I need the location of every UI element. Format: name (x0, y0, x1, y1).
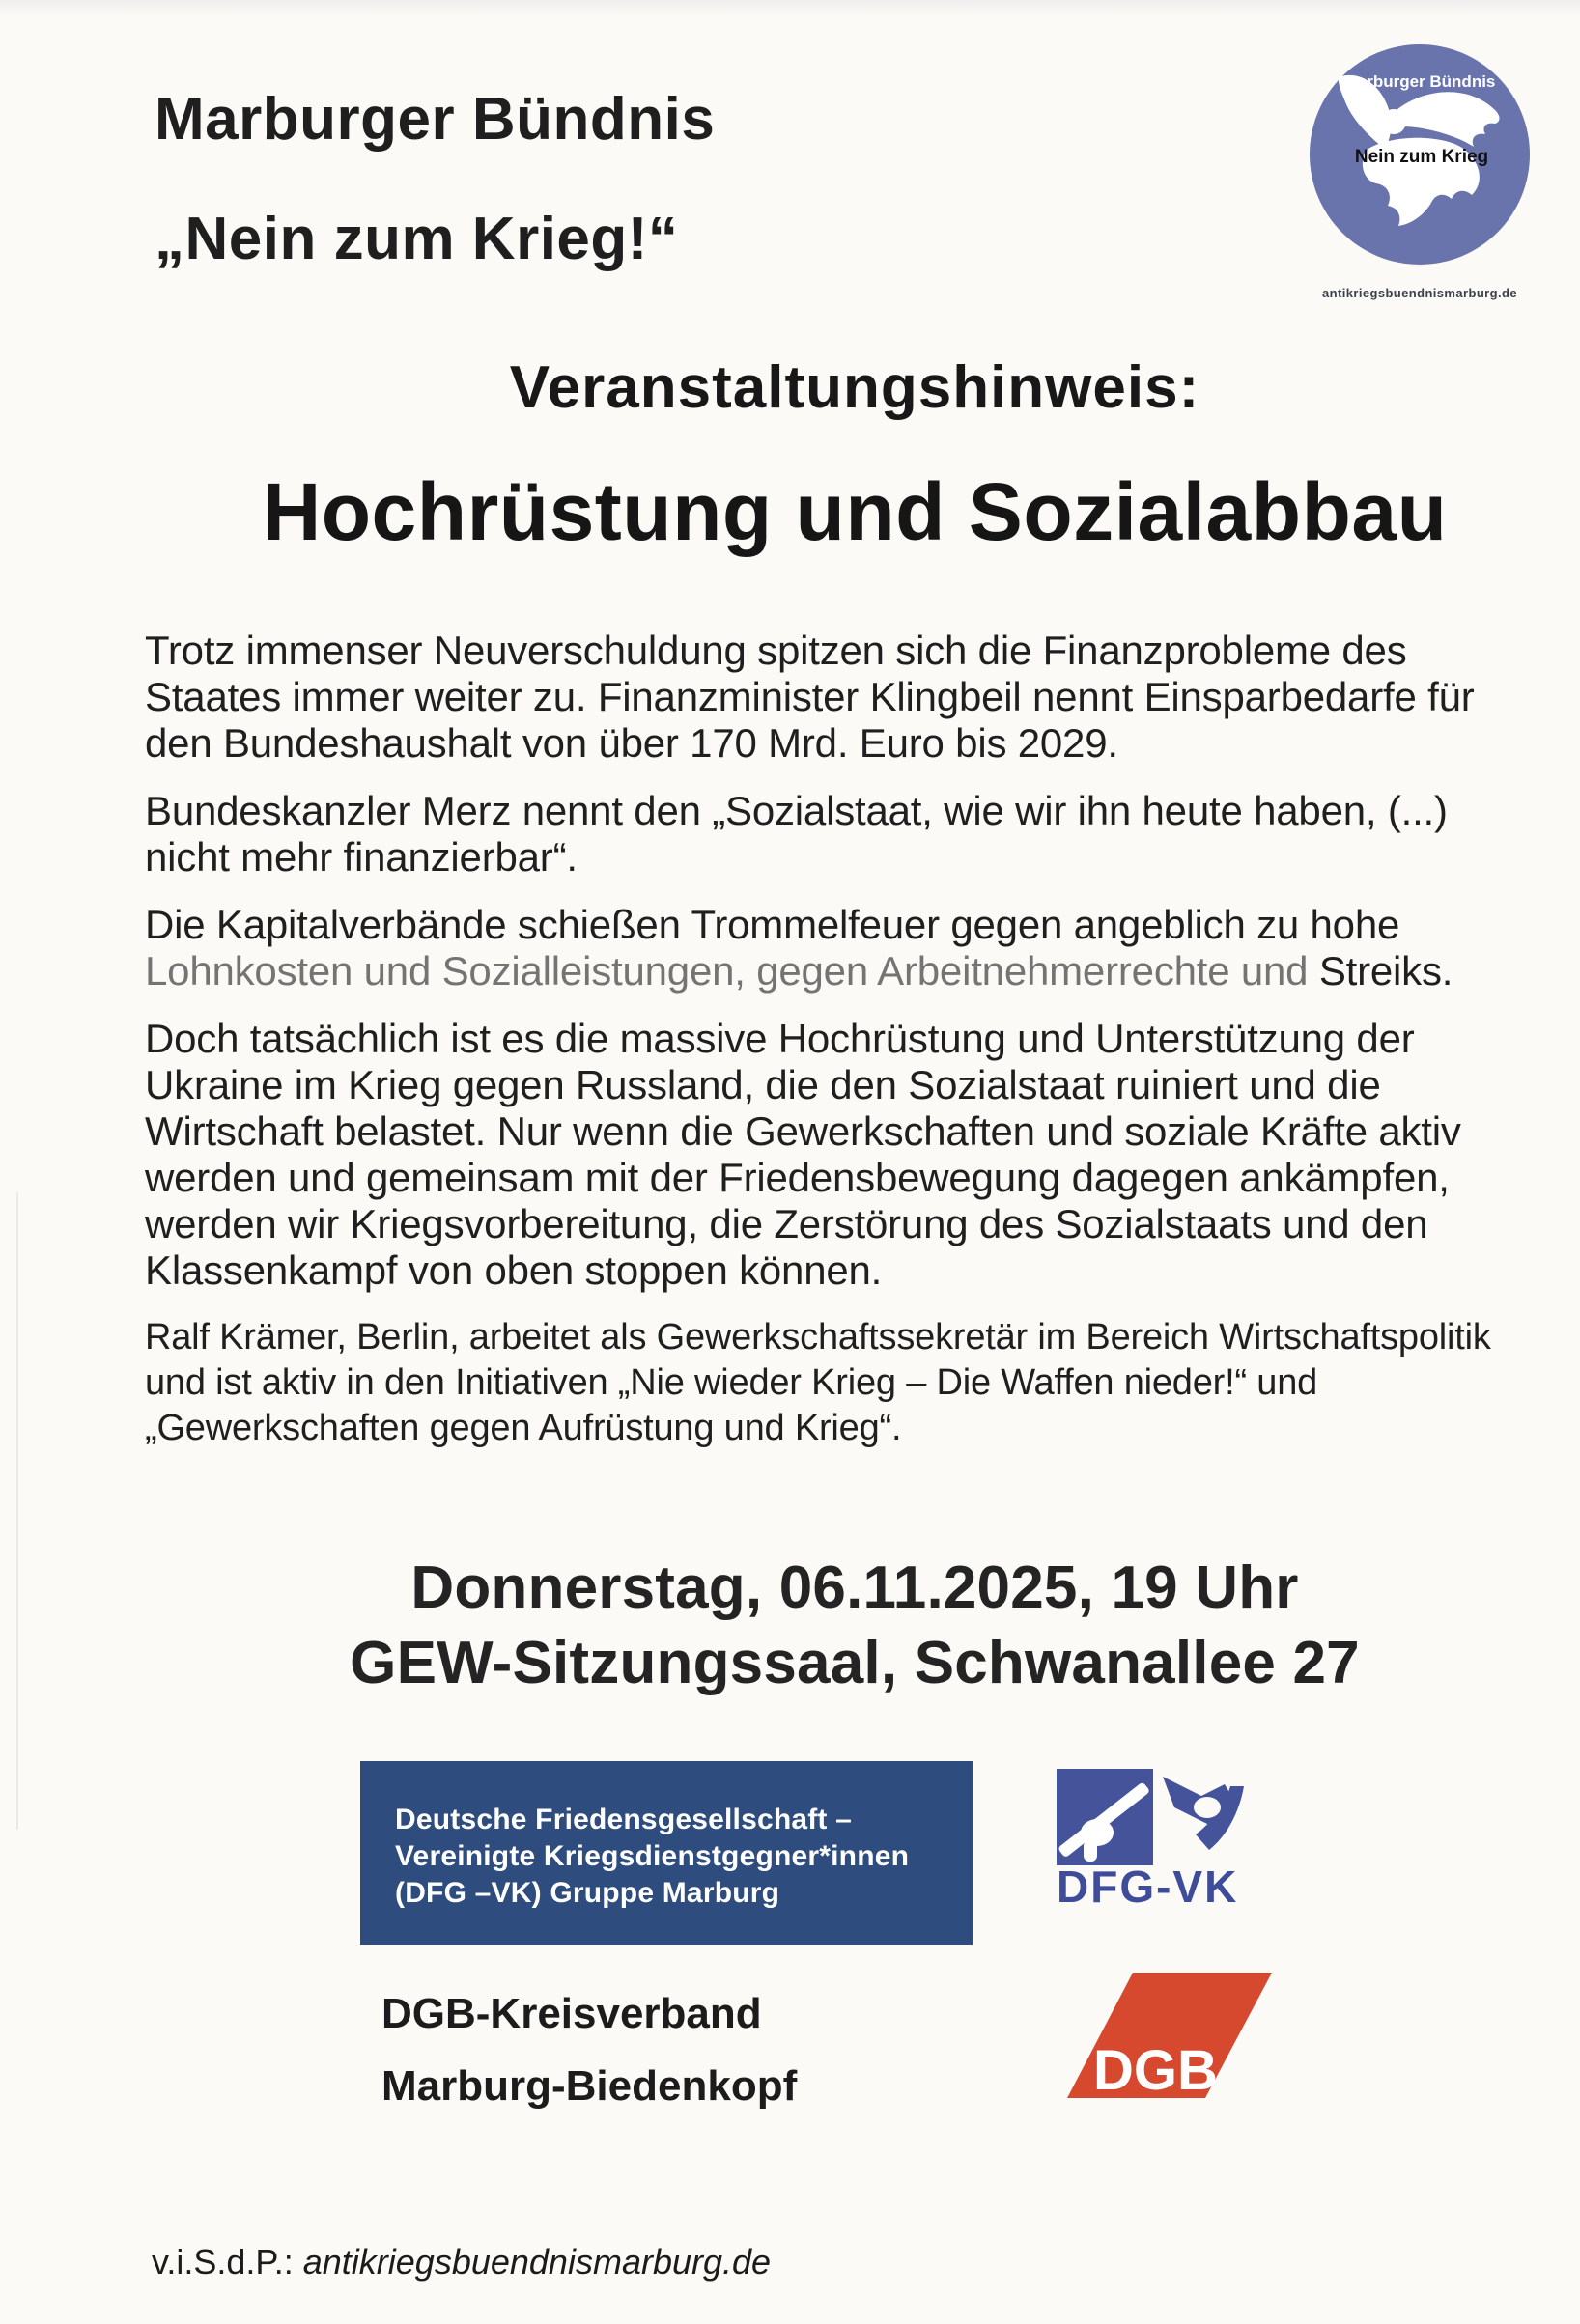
dfgvk-logo-graphic (1055, 1763, 1262, 1910)
dfgvk-box-line3: (DFG –VK) Gruppe Marburg (395, 1877, 780, 1909)
dgb-logo-label: DGB (1093, 2039, 1218, 2099)
dfgvk-logo (1055, 1763, 1262, 1915)
dgb-text-line2: Marburg-Biedenkopf (381, 2062, 798, 2110)
logo-top-text: Marburger Bündnis (1343, 72, 1496, 91)
event-details (155, 1551, 1555, 1701)
paragraph-1: Trotz immenser Neuverschuldung spitzen sich die Finanzprobleme des Staates immer weiter zu. Finanzminister Klingbeil nennt Einsparbedarfe für den Bundeshaushalt von über 170 Mrd. Euro bis 2029. (145, 628, 1475, 766)
event-datetime: Donnerstag, 06.11.2025, 19 Uhr (410, 1554, 1299, 1621)
dgb-logo (1066, 1972, 1273, 2104)
dgb-text-line1: DGB-Kreisverband (381, 1990, 762, 2037)
paragraph-3-end: Streiks. (1318, 948, 1453, 994)
paragraph-4: Doch tatsächlich ist es die massive Hochrüstung und Unterstützung der Ukraine im Krieg gegen Russland, die den Sozialstaat ruiniert und die Wirtschaft belastet. Nur wenn die Gewerkschaften und soziale Kräfte aktiv werden und gemeinsam mit der Friedensbewegung dagegen ankämpfen, werden wir Kriegsvorbereitung, die Zerstörung des Sozialstaats und den Klassenkampf von oben stoppen können. (145, 1016, 1461, 1293)
paragraph-2: Bundeskanzler Merz nennt den „Sozialstaat, wie wir ihn heute haben, (...) nicht mehr finanzierbar“. (145, 788, 1448, 880)
dgb-sponsor-text (381, 1977, 797, 2122)
scan-shade-artifact (0, 0, 1580, 15)
body-text (145, 628, 1534, 1472)
dgb-logo-graphic (1066, 1972, 1273, 2099)
paragraph-speaker-bio: Ralf Krämer, Berlin, arbeitet als Gewerkschaftssekretär im Bereich Wirtschaftspolitik und ist aktiv in den Initiativen „Nie wieder Krieg – Die Waffen nieder!“ und „Gewerkschaften gegen Aufrüstung und Krieg“. (145, 1317, 1491, 1448)
peace-dove-logo (1300, 37, 1539, 300)
org-name-line2: „Nein zum Krieg!“ (155, 206, 679, 272)
dfgvk-logo-label: DFG-VK (1057, 1862, 1239, 1910)
org-name-line1: Marburger Bündnis (155, 86, 716, 153)
scan-line-artifact (16, 1192, 18, 1830)
logo-website: antikriegsbuendnismarburg.de (1322, 286, 1517, 300)
dfgvk-box-line1: Deutsche Friedensgesellschaft – (395, 1804, 853, 1835)
imprint-website: antikriegsbuendnismarburg.de (302, 2242, 772, 2282)
paragraph-3-start: Die Kapitalverbände schießen Trommelfeuer gegen angeblich zu hohe (145, 902, 1400, 947)
dfgvk-box-line2: Vereinigte Kriegsdienstgegner*innen (395, 1840, 910, 1872)
logo-center-text: Nein zum Krieg (1354, 147, 1489, 167)
imprint (152, 2242, 771, 2282)
announcement-kicker: Veranstaltungshinweis: (509, 354, 1200, 421)
dove-logo-graphic (1300, 37, 1539, 280)
paragraph-3-faded: Lohnkosten und Sozialleistungen, gegen Arbeitnehmerrechte und (145, 948, 1319, 994)
dfgvk-sponsor-box (360, 1761, 973, 1945)
page-title: Hochrüstung und Sozialabbau (262, 466, 1448, 557)
event-location: GEW-Sitzungssaal, Schwanallee 27 (350, 1630, 1360, 1696)
paragraph-3 (145, 902, 1534, 994)
imprint-prefix: v.i.S.d.P.: (152, 2242, 303, 2282)
